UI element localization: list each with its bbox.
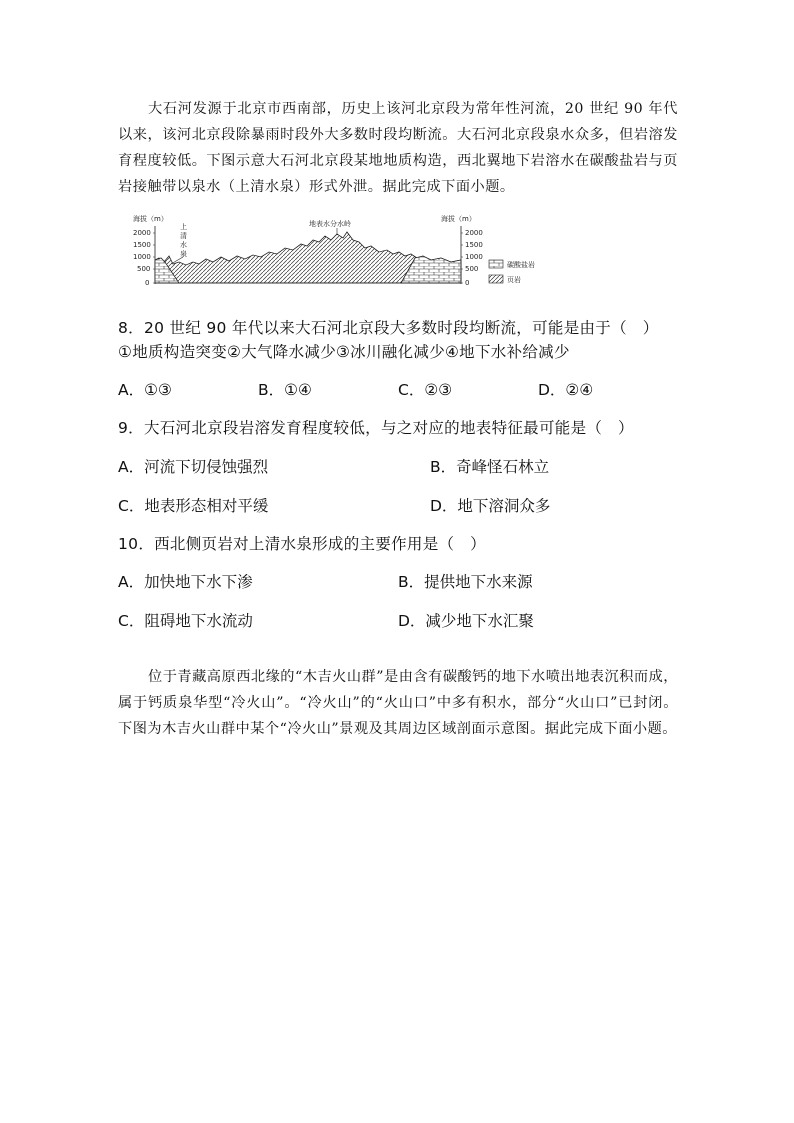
- terrain-profile: [155, 232, 461, 283]
- right-tick-0: 0: [465, 279, 470, 287]
- spring-label-group: [171, 222, 187, 264]
- question-8-items: ①地质构造突变②大气降水减少③冰川融化减少④地下水补给减少: [118, 343, 570, 361]
- q10-option-a[interactable]: A．加快地下水下渗: [118, 573, 253, 591]
- geologic-cross-section-figure: [131, 212, 561, 292]
- legend-shale-label: 页岩: [507, 276, 521, 284]
- legend-carbonate-label: 碳酸盐岩: [507, 261, 535, 269]
- left-tick-0: 0: [145, 279, 150, 287]
- right-tick-1000: 1000: [465, 253, 483, 261]
- passage-1: [118, 96, 678, 200]
- question-9-stem: 9．大石河北京段岩溶发育程度较低，与之对应的地表特征最可能是（ ）: [118, 419, 634, 437]
- legend-carbonate-swatch: [489, 260, 503, 268]
- q10-option-d[interactable]: D．减少地下水汇聚: [398, 612, 534, 630]
- q9-option-b[interactable]: B．奇峰怪石林立: [430, 458, 550, 476]
- q10-option-b[interactable]: B．提供地下水来源: [398, 573, 533, 591]
- passage-2-text: 位于青藏高原西北缘的“木吉火山群”是由含有碳酸钙的地下水喷出地表沉积而成，属于钙质泉华型“冷火山”。“冷火山”的“火山口”中多有积水，部分“火山口”已封闭。下图为木吉火山群中某个“冷火山”景观及其周边区域剖面示意图。据此完成下面小题。: [118, 669, 678, 737]
- legend: [489, 260, 535, 284]
- right-axis-title: 海拔（m）: [441, 215, 476, 223]
- spring-label-char-3: 水: [180, 241, 187, 249]
- left-tick-2000: 2000: [133, 229, 151, 237]
- q8-option-c[interactable]: C．②③: [398, 381, 453, 399]
- left-axis-title: 海拔（m）: [133, 215, 168, 223]
- right-tick-2000: 2000: [465, 229, 483, 237]
- divide-label: 地表水分水岭: [309, 220, 351, 228]
- q8-option-d[interactable]: D．②④: [538, 381, 594, 399]
- right-tick-1500: 1500: [465, 241, 483, 249]
- spring-label-char-4: 泉: [180, 250, 187, 258]
- q8-option-b[interactable]: B．①④: [258, 381, 312, 399]
- question-10-stem: 10．西北侧页岩对上清水泉形成的主要作用是（ ）: [118, 535, 486, 553]
- left-tick-1000: 1000: [133, 253, 151, 261]
- passage-2: [118, 664, 678, 742]
- q10-option-c[interactable]: C．阻碍地下水流动: [118, 612, 253, 630]
- q9-option-c[interactable]: C．地表形态相对平缓: [118, 497, 269, 515]
- question-8-stem: 8．20 世纪 90 年代以来大石河北京段大多数时段均断流，可能是由于（ ）: [118, 319, 659, 337]
- left-tick-1500: 1500: [133, 241, 151, 249]
- spring-label-char-1: 上: [180, 223, 187, 231]
- passage-1-text: 大石河发源于北京市西南部，历史上该河北京段为常年性河流，20 世纪 90 年代以来，该河北京段除暴雨时段外大多数时段均断流。大石河北京段泉水众多，但岩溶发育程度较低。下图示意大石河北京段某地地质构造，西北翼地下岩溶水在碳酸盐岩与页岩接触带以泉水（上清水泉）形式外泄。据此完成下面小题。: [118, 101, 678, 195]
- spring-label-char-2: 清: [180, 232, 187, 240]
- q9-option-a[interactable]: A．河流下切侵蚀强烈: [118, 458, 269, 476]
- legend-shale-swatch: [489, 275, 503, 283]
- q8-option-a[interactable]: A．①③: [118, 381, 172, 399]
- right-tick-500: 500: [465, 265, 479, 273]
- left-tick-500: 500: [137, 265, 151, 273]
- q9-option-d[interactable]: D．地下溶洞众多: [430, 497, 551, 515]
